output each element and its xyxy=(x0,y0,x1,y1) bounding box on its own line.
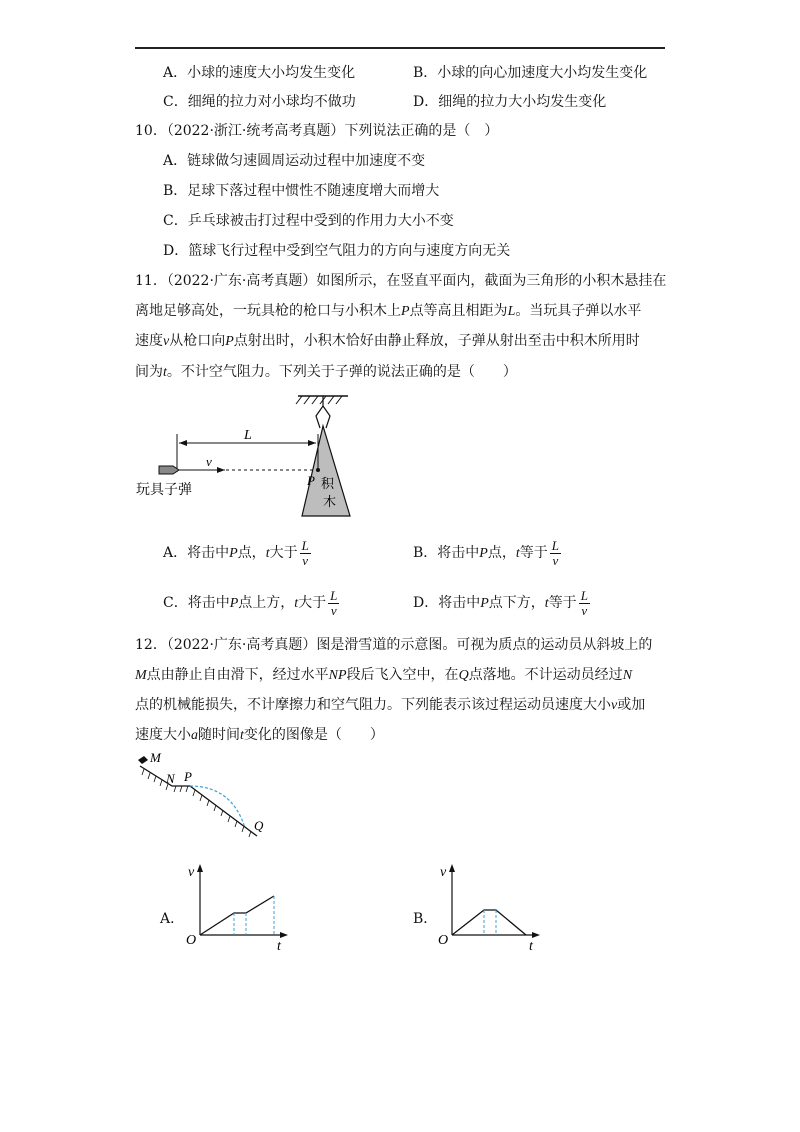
slope-hatch xyxy=(142,769,251,837)
label-P: P xyxy=(184,769,192,784)
q11-option-c[interactable]: C．将击中P点上方，t大于 $\frac{L}{v}$ xyxy=(163,587,338,618)
fraction-L-over-v: $\frac{L}{v}$ xyxy=(551,537,559,568)
fraction-L-over-v: $\frac{L}{v}$ xyxy=(330,587,338,618)
graph-b[interactable] xyxy=(432,858,552,958)
skier-icon xyxy=(138,756,148,764)
x-axis-arrow xyxy=(280,932,288,938)
q9-option-a[interactable]: A．小球的速度大小均发生变化 xyxy=(163,65,356,81)
y-axis-label: v xyxy=(440,865,447,880)
q10-option-c[interactable]: C．乒乓球被击打过程中受到的作用力大小不变 xyxy=(163,213,454,229)
q12-stem-line1: 12．（2022·广东·高考真题）图是滑雪道的示意图。可视为质点的运动员从斜坡上的 xyxy=(135,637,653,653)
block-char-2: 木 xyxy=(323,494,337,509)
q11-stem-line2: 离地足够高处，一玩具枪的枪口与小积木上P点等高且相距为L。当玩具子弹以水平 xyxy=(135,303,642,319)
label-v: v xyxy=(206,454,212,469)
q10-option-a[interactable]: A．链球做匀速圆周运动过程中加速度不变 xyxy=(163,153,426,169)
graph-b-option-label[interactable]: B． xyxy=(413,911,438,927)
header-rule xyxy=(135,47,665,49)
x-axis-arrow xyxy=(532,932,540,938)
q9-option-b[interactable]: B．小球的向心加速度大小均发生变化 xyxy=(413,65,648,81)
label-L: L xyxy=(244,428,252,443)
q11-option-d[interactable]: D．将击中P点下方，t等于 $\frac{L}{v}$ xyxy=(413,587,588,618)
q12-stem-line2: M点由静止自由滑下，经过水平NP段后飞入空中，在Q点落地。不计运动员经过N xyxy=(135,667,633,683)
origin-label: O xyxy=(186,933,197,948)
q11-figure xyxy=(130,388,370,528)
q9-option-c[interactable]: C．细绳的拉力对小球均不做功 xyxy=(163,94,356,110)
block-char-1: 积 xyxy=(321,476,335,491)
dim-arrow-left xyxy=(179,440,187,446)
q11-option-b[interactable]: B．将击中P点，t等于 $\frac{L}{v}$ xyxy=(413,537,559,568)
q11-option-a[interactable]: A．将击中P点，t大于 $\frac{L}{v}$ xyxy=(163,537,309,568)
fraction-L-over-v: $\frac{L}{v}$ xyxy=(580,587,588,618)
slope-line xyxy=(140,766,257,836)
v-t-curve xyxy=(200,896,274,935)
label-Q: Q xyxy=(254,818,264,833)
y-axis-arrow xyxy=(449,864,455,872)
v-t-curve xyxy=(452,910,526,935)
graph-a[interactable] xyxy=(180,858,300,958)
q12-stem-line3: 点的机械能损失，不计摩擦力和空气阻力。下列能表示该过程运动员速度大小v或加 xyxy=(135,697,646,713)
q12-stem-line4: 速度大小a随时间t变化的图像是（ ） xyxy=(135,727,384,743)
x-axis-label: t xyxy=(529,939,533,954)
origin-label: O xyxy=(438,933,449,948)
fraction-L-over-v: $\frac{L}{v}$ xyxy=(301,537,309,568)
label-M: M xyxy=(150,750,161,765)
dim-arrow-right xyxy=(308,440,316,446)
q11-stem-line4: 间为t。不计空气阻力。下列关于子弹的说法正确的是（ ） xyxy=(135,364,517,380)
y-axis-label: v xyxy=(188,865,195,880)
bullet-icon xyxy=(159,466,179,474)
q9-option-d[interactable]: D．细绳的拉力大小均发生变化 xyxy=(413,94,607,110)
x-axis-label: t xyxy=(277,939,281,954)
velocity-arrow xyxy=(217,467,225,473)
point-P-dot xyxy=(316,468,320,472)
label-P: P xyxy=(307,473,315,488)
q11-stem-line1: 11．（2022·广东·高考真题）如图所示，在竖直平面内，截面为三角形的小积木悬挂在 xyxy=(135,273,667,289)
y-axis-arrow xyxy=(197,864,203,872)
ceiling-hatch xyxy=(296,396,342,404)
q11-stem-line3: 速度v从枪口向P点射出时，小积木恰好由静止释放，子弹从射出至击中积木所用时 xyxy=(135,333,640,349)
graph-a-option-label[interactable]: A． xyxy=(160,911,185,927)
q12-ski-figure xyxy=(132,748,282,843)
q10-stem: 10．（2022·浙江·统考高考真题）下列说法正确的是（ ） xyxy=(135,123,499,139)
label-N: N xyxy=(166,771,175,786)
gun-label: 玩具子弹 xyxy=(136,483,192,498)
q10-option-d[interactable]: D．篮球飞行过程中受到空气阻力的方向与速度方向无关 xyxy=(163,243,511,259)
q10-option-b[interactable]: B．足球下落过程中惯性不随速度增大而增大 xyxy=(163,183,440,199)
